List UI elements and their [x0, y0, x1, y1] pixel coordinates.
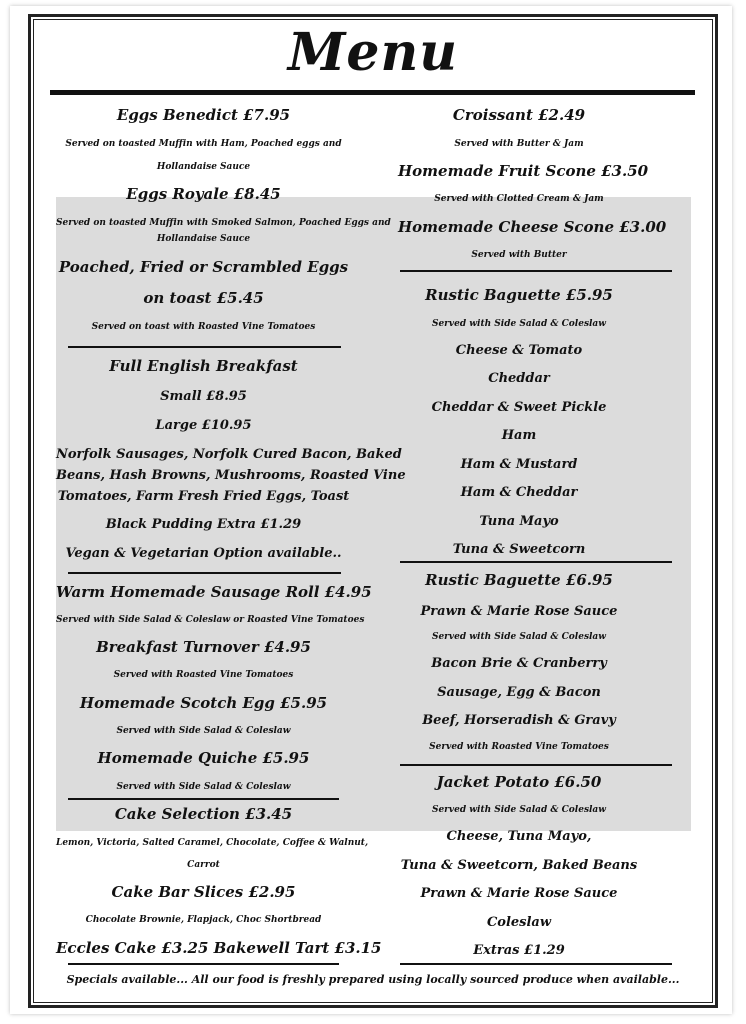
item-breakfast-turnover: Breakfast Turnover £4.95	[96, 638, 311, 656]
baguette-filling: Tuna Mayo	[479, 514, 559, 529]
left-divider	[68, 346, 341, 348]
cheese-scone-desc: Served with Butter	[471, 250, 567, 260]
baguette-filling: Cheddar & Sweet Pickle	[431, 400, 607, 415]
baguette-desc: Served with Side Salad & Coleslaw	[431, 632, 607, 642]
full-english-small: Small £8.95	[160, 389, 247, 404]
menu-title: Menu	[287, 22, 459, 83]
scotch-egg-desc: Served with Side Salad & Coleslaw	[116, 726, 291, 736]
baguette-desc: Served with Side Salad & Coleslaw	[431, 319, 607, 329]
left-divider	[68, 963, 339, 965]
turnover-desc: Served with Roasted Vine Tomatoes	[113, 670, 294, 680]
full-english-desc: Tomatoes, Farm Fresh Fried Eggs, Toast	[57, 489, 350, 504]
item-cake-selection: Cake Selection £3.45	[114, 805, 293, 823]
item-full-english: Full English Breakfast	[109, 357, 298, 375]
eggs-royale-desc: Served on toasted Muffin with Smoked Salmon, Poached Eggs and	[56, 218, 391, 228]
item-jacket-potato: Jacket Potato £6.50	[436, 773, 602, 791]
baguette-filling: Tuna & Sweetcorn	[452, 542, 586, 557]
right-divider	[400, 764, 672, 766]
baguette-filling: Sausage, Egg & Bacon	[437, 685, 601, 700]
baguette-filling: Cheese & Tomato	[455, 343, 583, 358]
cake-bar-desc: Chocolate Brownie, Flapjack, Choc Shortbread	[85, 915, 322, 925]
baguette-filling: Bacon Brie & Cranberry	[431, 656, 607, 671]
footer-note: Specials available... All our food is freshly prepared using locally sourced produce when available...	[66, 973, 680, 986]
item-croissant: Croissant £2.49	[452, 106, 586, 124]
item-eggs-on-toast-price: on toast £5.45	[143, 289, 264, 307]
item-sausage-roll: Warm Homemade Sausage Roll £4.95	[56, 583, 372, 601]
full-english-desc: Beans, Hash Browns, Mushrooms, Roasted Vine	[56, 468, 406, 483]
right-divider	[400, 270, 672, 272]
sausage-roll-desc: Served with Side Salad & Coleslaw or Roasted Vine Tomatoes	[56, 615, 365, 625]
cake-selection-desc: Lemon, Victoria, Salted Caramel, Chocolate, Coffee & Walnut,	[56, 838, 369, 848]
item-rustic-baguette-595: Rustic Baguette £5.95	[425, 286, 613, 304]
quiche-desc: Served with Side Salad & Coleslaw	[116, 782, 291, 792]
item-cheese-scone: Homemade Cheese Scone £3.00	[398, 218, 667, 236]
baguette-filling: Ham & Cheddar	[460, 485, 578, 500]
full-english-large: Large £10.95	[155, 418, 252, 433]
right-divider	[400, 963, 672, 965]
baguette-filling: Ham	[501, 428, 537, 443]
right-divider	[400, 561, 672, 563]
item-scotch-egg: Homemade Scotch Egg £5.95	[79, 694, 328, 712]
baguette-desc: Served with Roasted Vine Tomatoes	[429, 742, 609, 752]
item-eggs-benedict: Eggs Benedict £7.95	[116, 106, 291, 124]
item-rustic-baguette-695: Rustic Baguette £6.95	[425, 571, 613, 589]
jacket-filling: Tuna & Sweetcorn, Baked Beans	[400, 858, 638, 873]
jacket-filling: Cheese, Tuna Mayo,	[446, 829, 592, 844]
baguette-filling: Ham & Mustard	[460, 457, 578, 472]
eggs-royale-desc: Hollandaise Sauce	[156, 234, 251, 244]
eggs-benedict-desc: Hollandaise Sauce	[156, 162, 251, 172]
item-fruit-scone: Homemade Fruit Scone £3.50	[398, 162, 649, 180]
fruit-scone-desc: Served with Clotted Cream & Jam	[434, 194, 604, 204]
item-eggs-on-toast: Poached, Fried or Scrambled Eggs	[58, 258, 349, 276]
right-column	[398, 0, 667, 1024]
jacket-filling: Prawn & Marie Rose Sauce	[420, 886, 618, 901]
vegan-option: Vegan & Vegetarian Option available..	[65, 546, 342, 561]
jacket-filling: Coleslaw	[486, 915, 552, 930]
item-eggs-royale: Eggs Royale £8.45	[126, 185, 281, 203]
left-divider	[68, 572, 341, 574]
item-cake-bar: Cake Bar Slices £2.95	[111, 883, 296, 901]
baguette-filling: Beef, Horseradish & Gravy	[422, 713, 616, 728]
baguette-filling: Cheddar	[488, 371, 550, 386]
item-eccles-bakewell: Eccles Cake £3.25 Bakewell Tart £3.15	[56, 939, 382, 957]
black-pudding-extra: Black Pudding Extra £1.29	[105, 517, 302, 532]
eggs-benedict-desc: Served on toasted Muffin with Ham, Poached eggs and	[65, 139, 342, 149]
full-english-desc: Norfolk Sausages, Norfolk Cured Bacon, Baked	[56, 447, 402, 462]
eggs-toast-desc: Served on toast with Roasted Vine Tomatoes	[91, 322, 316, 332]
left-divider	[68, 798, 339, 800]
item-quiche: Homemade Quiche £5.95	[97, 749, 310, 767]
jacket-extras: Extras £1.29	[473, 943, 565, 958]
baguette-filling: Prawn & Marie Rose Sauce	[420, 604, 618, 619]
jacket-desc: Served with Side Salad & Coleslaw	[431, 805, 607, 815]
croissant-desc: Served with Butter & Jam	[454, 139, 584, 149]
cake-selection-desc: Carrot	[187, 860, 220, 870]
